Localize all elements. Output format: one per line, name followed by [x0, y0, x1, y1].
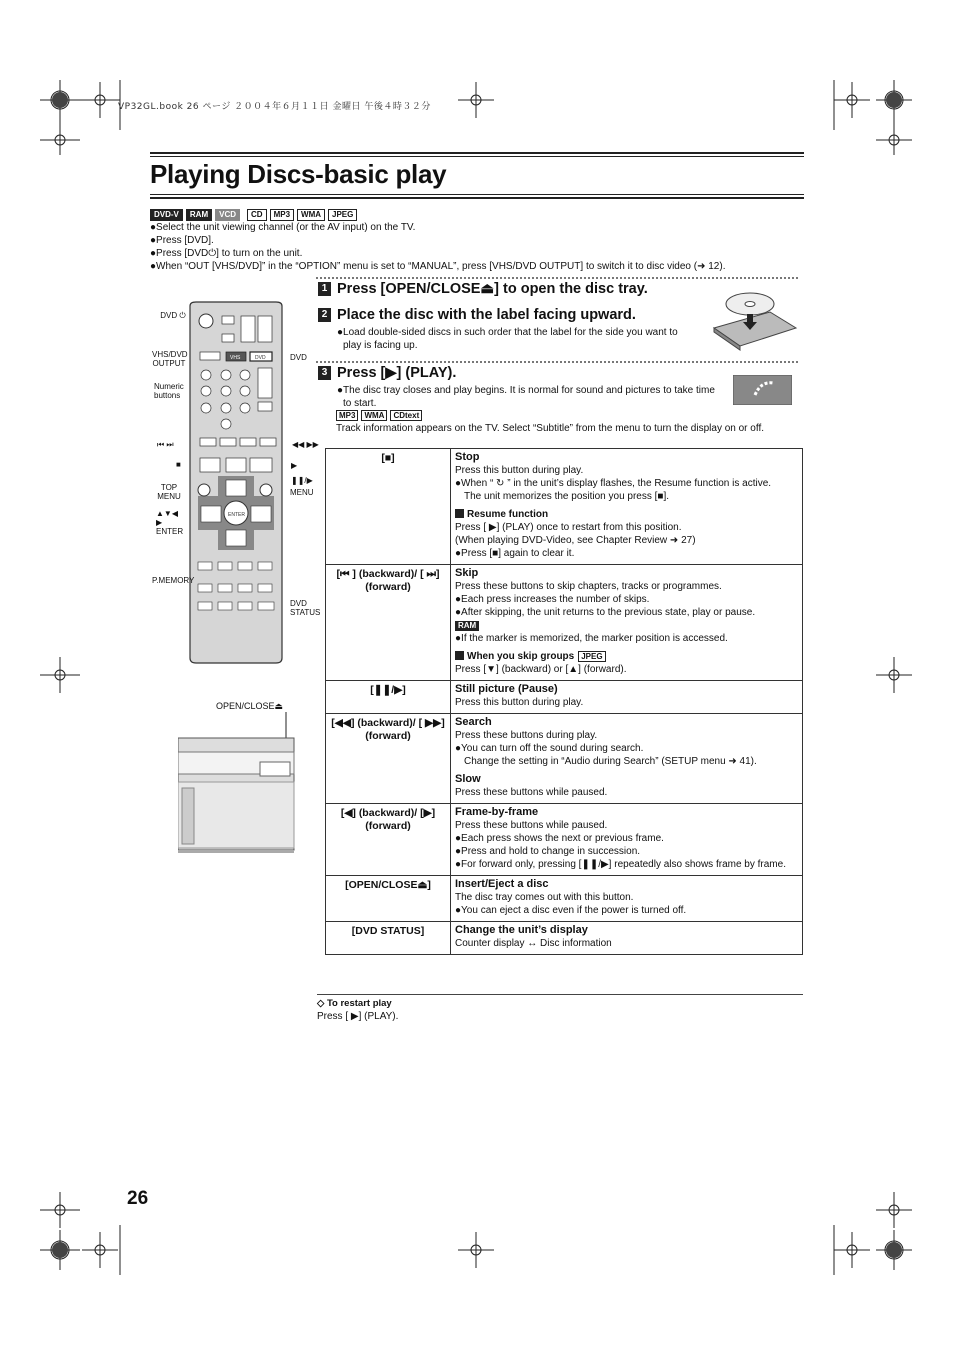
description-line: Slow: [455, 773, 481, 785]
description-line: Press [▼] (backward) or [▲] (forward).: [455, 664, 627, 675]
description-line: Press these buttons while paused.: [455, 820, 608, 831]
step-title: Press [▶] (PLAY).: [337, 365, 457, 381]
label-dvd-status: DVD STATUS: [290, 599, 321, 617]
step-number: 3: [318, 366, 331, 380]
page-number: 26: [127, 1188, 149, 1209]
label-stop: ■: [176, 460, 181, 469]
function-description: [451, 804, 803, 876]
description-line: When you skip groups JPEG: [455, 650, 798, 663]
label-enter: ▲▼◀ ▶ ENTER: [156, 509, 184, 536]
function-title: Still picture (Pause): [455, 683, 558, 695]
function-description: [451, 876, 803, 922]
label-numeric: Numeric buttons: [154, 382, 184, 400]
badge-dvdv: DVD-V: [150, 209, 183, 221]
badge-mp3: MP3: [336, 410, 358, 421]
description-line: ●For forward only, pressing [❚❚/▶] repeatedly also shows frame by frame.: [455, 859, 786, 870]
table-row: [326, 876, 803, 922]
description-line: [455, 619, 798, 632]
table-row: [326, 565, 803, 681]
function-description: [451, 714, 803, 804]
label-vhs-dvd-output: VHS/DVD OUTPUT: [152, 350, 188, 368]
description-line: ●Each press shows the next or previous frame.: [455, 833, 664, 844]
description-line: ●After skipping, the unit returns to the previous state, play or pause.: [455, 607, 756, 618]
table-row: [326, 804, 803, 876]
table-row: [326, 714, 803, 804]
remote-vhs-text: VHS: [230, 355, 241, 361]
remote-illustration: [186, 300, 286, 665]
step-3-note: Track information appears on the TV. Select “Subtitle” from the menu to turn the display on or off.: [336, 423, 765, 434]
step-title: Press [OPEN/CLOSE⏏] to open the disc tray.: [337, 281, 648, 297]
label-play: ▶: [291, 461, 298, 470]
description-line: Press this button during play.: [455, 697, 584, 708]
description-line: ●Press and hold to change in succession.: [455, 846, 641, 857]
description-line: ●If the marker is memorized, the marker position is accessed.: [455, 633, 728, 644]
description-line: The disc tray comes out with this button.: [455, 892, 634, 903]
disc-badges: [150, 209, 357, 221]
square-icon: [455, 509, 464, 518]
function-title: Search: [455, 716, 492, 728]
description-line: ●Press [■] again to clear it.: [455, 548, 575, 559]
step-2-text: ●Load double-sided discs in such order that the label for the side you want to play is facing up.: [337, 327, 678, 351]
button-key: [❚❚/▶]: [326, 681, 451, 714]
intro-item: ●Press [DVD⏻] to turn on the unit.: [150, 248, 303, 259]
badge-wma: WMA: [361, 410, 387, 421]
description-line: Press [ ▶] (PLAY) once to restart from this position.: [455, 522, 682, 533]
title-block: [150, 152, 804, 199]
button-key: [DVD STATUS]: [326, 922, 451, 955]
function-table: [325, 448, 803, 955]
description-line: Counter display ↔ Disc information: [455, 938, 612, 949]
table-row: [326, 922, 803, 955]
badge-wma: WMA: [297, 209, 325, 221]
button-key: [OPEN/CLOSE⏏]: [326, 876, 451, 922]
intro-item: ●When “OUT [VHS/DVD]” in the “OPTION” menu is set to “MANUAL”, press [VHS/DVD OUTPUT] to switch it to disc video (➜ 12).: [150, 261, 726, 272]
step-number: 2: [318, 308, 331, 322]
description-line: Press these buttons to skip chapters, tracks or programmes.: [455, 581, 722, 592]
badge-mp3: MP3: [270, 209, 294, 221]
remote-dvd-text: DVD: [255, 355, 266, 361]
label-dvd: DVD: [290, 353, 307, 362]
badge-ram: RAM: [455, 621, 479, 631]
label-pause: ❚❚/▶: [291, 476, 313, 485]
button-key: [◀] (backward)/ [▶] (forward): [326, 804, 451, 876]
intro-item: ●Select the unit viewing channel (or the AV input) on the TV.: [150, 222, 416, 233]
step-3-badges: [336, 410, 422, 421]
label-open-close: OPEN/CLOSE⏏: [216, 701, 284, 711]
description-line: Press these buttons during play.: [455, 730, 598, 741]
badge-vcd: VCD: [215, 209, 240, 221]
function-title: Insert/Eject a disc: [455, 878, 549, 890]
description-line: ●You can turn off the sound during search.: [455, 743, 644, 754]
restart-note: [317, 994, 803, 1023]
button-key: [⏮ ] (backward)/ [ ⏭] (forward): [326, 565, 451, 681]
description-line: Resume function: [455, 508, 798, 521]
function-description: [451, 681, 803, 714]
step-number: 1: [318, 282, 331, 296]
table-row: [326, 681, 803, 714]
description-line: ●When “ ↻ ” in the unit’s display flashes, the Resume function is active.: [455, 478, 772, 489]
square-icon: [455, 651, 464, 660]
description-line: (When playing DVD-Video, see Chapter Review ➜ 27): [455, 535, 696, 546]
function-description: [451, 449, 803, 565]
function-description: [451, 922, 803, 955]
step-2: [318, 307, 636, 323]
divider-middle: [316, 361, 798, 363]
description-line: Change the setting in “Audio during Search” (SETUP menu ➜ 41).: [464, 756, 757, 767]
step-1: [318, 281, 648, 297]
description-line: ●Each press increases the number of skips.: [455, 594, 650, 605]
unit-front-illustration: [178, 712, 298, 857]
intro-item: ●Press [DVD].: [150, 235, 214, 246]
description-line: Press this button during play.: [455, 465, 584, 476]
function-description: [451, 565, 803, 681]
description-line: The unit memorizes the position you press [■].: [464, 491, 670, 502]
description-line: ●You can eject a disc even if the power is turned off.: [455, 905, 687, 916]
function-title: Change the unit’s display: [455, 924, 588, 936]
label-skip: ⏮ ⏭: [157, 440, 174, 449]
tray-closing-icon: [733, 375, 792, 405]
label-search: ◀◀ ▶▶: [292, 440, 319, 449]
header-note: VP32GL.book 26 ページ ２００４年６月１１日 金曜日 午後４時３２分: [118, 102, 431, 112]
label-pmemory: P.MEMORY: [152, 576, 195, 585]
label-dvd-power: DVD ⏻: [160, 311, 186, 320]
badge-cdtext: CDtext: [390, 410, 422, 421]
remote-enter-text: ENTER: [228, 512, 245, 518]
function-title: Stop: [455, 451, 480, 463]
badge-jpeg: JPEG: [328, 209, 357, 221]
function-title: Skip: [455, 567, 479, 579]
page-title: Playing Discs-basic play: [150, 159, 447, 189]
disc-tray-illustration: [710, 288, 800, 352]
step-title: Place the disc with the label facing upward.: [337, 307, 636, 323]
intro-list: [150, 221, 810, 273]
label-menu: MENU: [290, 488, 314, 497]
step-3-text: ●The disc tray closes and play begins. It is normal for sound and pictures to take time to start.: [337, 385, 715, 409]
label-top-menu: TOP MENU: [157, 483, 181, 501]
divider-top: [316, 277, 798, 279]
button-key: [■]: [326, 449, 451, 565]
step-3: [318, 365, 456, 381]
badge-jpeg: JPEG: [578, 651, 605, 662]
description-line: Press these buttons while paused.: [455, 787, 608, 798]
button-key: [◀◀] (backward)/ [ ▶▶] (forward): [326, 714, 451, 804]
badge-ram: RAM: [186, 209, 212, 221]
restart-text: Press [ ▶] (PLAY).: [317, 1011, 399, 1022]
badge-cd: CD: [247, 209, 267, 221]
restart-title: ◇ To restart play: [317, 998, 392, 1009]
table-row: [326, 449, 803, 565]
function-title: Frame-by-frame: [455, 806, 539, 818]
